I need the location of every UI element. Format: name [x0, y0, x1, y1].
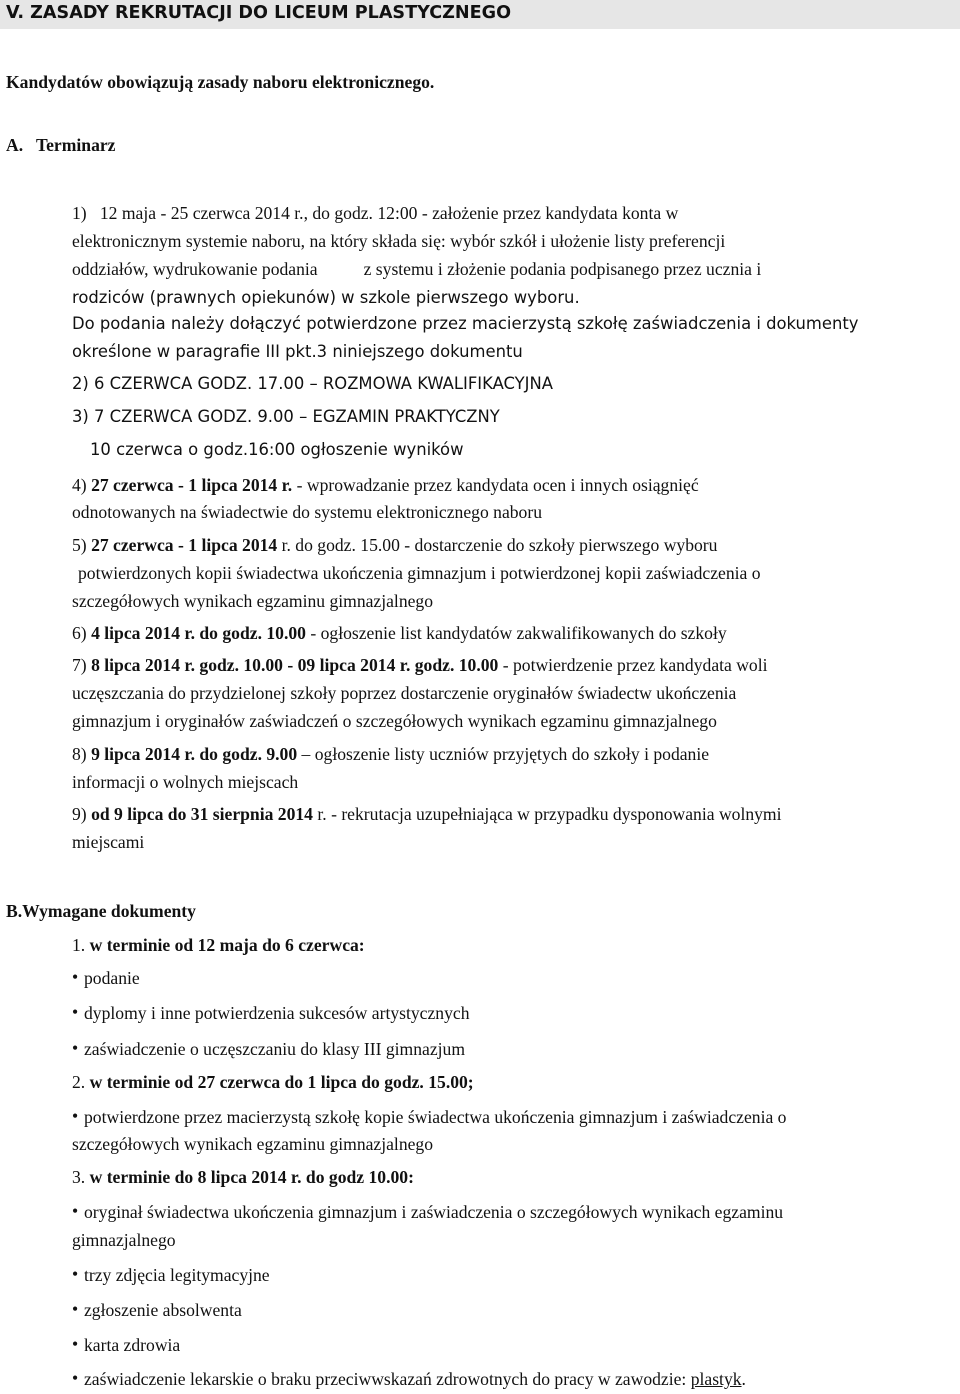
item-4-line-1	[72, 474, 699, 496]
item-5-num: 5)	[72, 535, 92, 555]
item-1-line-6: określone w paragrafie III pkt.3 niniejszego dokumentu	[72, 342, 523, 361]
list-item-text: zaświadczenie lekarskie o braku przeciwwskazań zdrowotnych do pracy w zawodzie:	[84, 1369, 691, 1389]
list-item: zgłoszenie absolwenta	[84, 1300, 242, 1320]
item-7-date: 8 lipca 2014 r. godz. 10.00 - 09 lipca 2014 r. godz. 10.00	[91, 655, 499, 675]
item-3-results: 10 czerwca o godz.16:00 ogłoszenie wyników	[90, 440, 464, 459]
group-3-title	[72, 1166, 414, 1188]
item-1-line-5: Do podania należy dołączyć potwierdzone przez macierzystą szkołę zaświadczenia i dokumenty	[72, 314, 859, 333]
item-7-line-3: gimnazjum i oryginałów zaświadczeń o szczegółowych wynikach egzaminu gimnazjalnego	[72, 711, 717, 731]
item-8-line-1	[72, 743, 709, 765]
item-7-num: 7)	[72, 655, 92, 675]
profession-link: plastyk	[690, 1369, 742, 1389]
list-item	[84, 1368, 746, 1390]
bullet-icon: •	[72, 1201, 79, 1221]
item-5-date: 27 czerwca - 1 lipca 2014	[91, 535, 278, 555]
section-a-label: A.	[6, 135, 24, 155]
group-2-title	[72, 1071, 474, 1093]
intro-text: Kandydatów obowiązują zasady naboru elektronicznego.	[6, 72, 435, 92]
list-item-continuation: szczegółowych wynikach egzaminu gimnazjalnego	[72, 1134, 434, 1154]
group-1-title	[72, 934, 365, 956]
item-1-date: 12 maja - 25 czerwca 2014 r., do godz.	[99, 203, 378, 223]
group-3-num: 3.	[72, 1167, 90, 1187]
list-item: zaświadczenie o uczęszczaniu do klasy III gimnazjum	[84, 1039, 466, 1059]
group-2-num: 2.	[72, 1072, 90, 1092]
item-4-date: 27 czerwca - 1 lipca 2014 r.	[91, 475, 293, 495]
item-1-line-3a: oddziałów, wydrukowanie podania	[72, 259, 318, 279]
item-7-line-2: uczęszczania do przydzielonej szkoły poprzez dostarczenie oryginałów świadectw ukończenia	[72, 683, 737, 703]
item-9-num: 9)	[72, 804, 92, 824]
item-8-text: – ogłoszenie listy uczniów przyjętych do szkoły i podanie	[297, 744, 710, 764]
item-5-line-3: szczegółowych wynikach egzaminu gimnazjalnego	[72, 591, 434, 611]
item-4-num: 4)	[72, 475, 92, 495]
item-6-date: 4 lipca 2014 r. do godz. 10.00	[91, 623, 306, 643]
item-2: 2) 6 CZERWCA GODZ. 17.00 – ROZMOWA KWALIFIKACYJNA	[72, 374, 553, 393]
bullet-icon: •	[72, 1002, 79, 1022]
item-7-text: - potwierdzenie przez kandydata woli	[498, 655, 768, 675]
bullet-icon: •	[72, 1038, 79, 1058]
bullet-icon: •	[72, 1368, 79, 1388]
group-1-text: w terminie od 12 maja do 6 czerwca:	[89, 935, 365, 955]
item-1-line-1	[72, 202, 678, 224]
bullet-icon: •	[72, 1106, 79, 1126]
list-item: potwierdzone przez macierzystą szkołę kopie świadectwa ukończenia gimnazjum i zaświadczenia o	[84, 1107, 787, 1127]
section-b-heading: B.Wymagane dokumenty	[6, 901, 196, 921]
item-5-line-2: potwierdzonych kopii świadectwa ukończenia gimnazjum i potwierdzonej kopii zaświadczenia o	[78, 563, 761, 583]
item-3: 3) 7 CZERWCA GODZ. 9.00 – EGZAMIN PRAKTYCZNY	[72, 407, 500, 426]
item-8-num: 8)	[72, 744, 92, 764]
item-4-text: - wprowadzanie przez kandydata ocen i innych osiągnięć	[292, 475, 699, 495]
item-6-num: 6)	[72, 623, 92, 643]
bullet-icon: •	[72, 1334, 79, 1354]
title-bar	[0, 0, 960, 29]
list-item: podanie	[84, 968, 140, 988]
item-9-line-1	[72, 803, 782, 825]
item-1-line-3b: z systemu i złożenie podania podpisanego przez ucznia i	[363, 259, 762, 279]
item-9-text: r. - rekrutacja uzupełniająca w przypadku dysponowania wolnymi	[312, 804, 782, 824]
item-1-line-3	[72, 258, 761, 280]
item-9-date: od 9 lipca do 31 sierpnia 2014	[91, 804, 313, 824]
group-1-num: 1.	[72, 935, 90, 955]
bullet-icon: •	[72, 1264, 79, 1284]
item-9-line-2: miejscami	[72, 832, 145, 852]
item-8-date: 9 lipca 2014 r. do godz. 9.00	[91, 744, 298, 764]
item-1-line-4: rodziców (prawnych opiekunów) w szkole pierwszego wyboru.	[72, 288, 580, 307]
bullet-icon: •	[72, 1299, 79, 1319]
item-5-text: r. do godz. 15.00 - dostarczenie do szkoły pierwszego wyboru	[277, 535, 718, 555]
list-item-end: .	[741, 1369, 746, 1389]
item-8-line-2: informacji o wolnych miejscach	[72, 772, 299, 792]
list-item: oryginał świadectwa ukończenia gimnazjum i zaświadczenia o szczegółowych wynikach egzaminu	[84, 1202, 784, 1222]
section-a-heading	[6, 134, 115, 156]
section-a-title: Terminarz	[36, 135, 116, 155]
list-item: dyplomy i inne potwierdzenia sukcesów artystycznych	[84, 1003, 470, 1023]
item-6-text: - ogłoszenie list kandydatów zakwalifikowanych do szkoły	[305, 623, 727, 643]
item-7-line-1	[72, 654, 768, 676]
item-1-num: 1)	[72, 203, 87, 223]
list-item-continuation: gimnazjalnego	[72, 1230, 176, 1250]
item-6	[72, 622, 727, 644]
list-item: karta zdrowia	[84, 1335, 181, 1355]
group-3-text: w terminie do 8 lipca 2014 r. do godz 10.00:	[89, 1167, 414, 1187]
item-1-text: 12:00 - założenie przez kandydata konta w	[377, 203, 679, 223]
group-2-text: w terminie od 27 czerwca do 1 lipca do godz. 15.00;	[89, 1072, 474, 1092]
document-title: V. ZASADY REKRUTACJI DO LICEUM PLASTYCZNEGO	[6, 3, 512, 23]
item-1-line-2: elektronicznym systemie naboru, na który składa się: wybór szkół i ułożenie listy preferencji	[72, 231, 726, 251]
bullet-icon: •	[72, 967, 79, 987]
list-item: trzy zdjęcia legitymacyjne	[84, 1265, 270, 1285]
item-4-line-2: odnotowanych na świadectwie do systemu elektronicznego naboru	[72, 502, 543, 522]
item-5-line-1	[72, 534, 717, 556]
